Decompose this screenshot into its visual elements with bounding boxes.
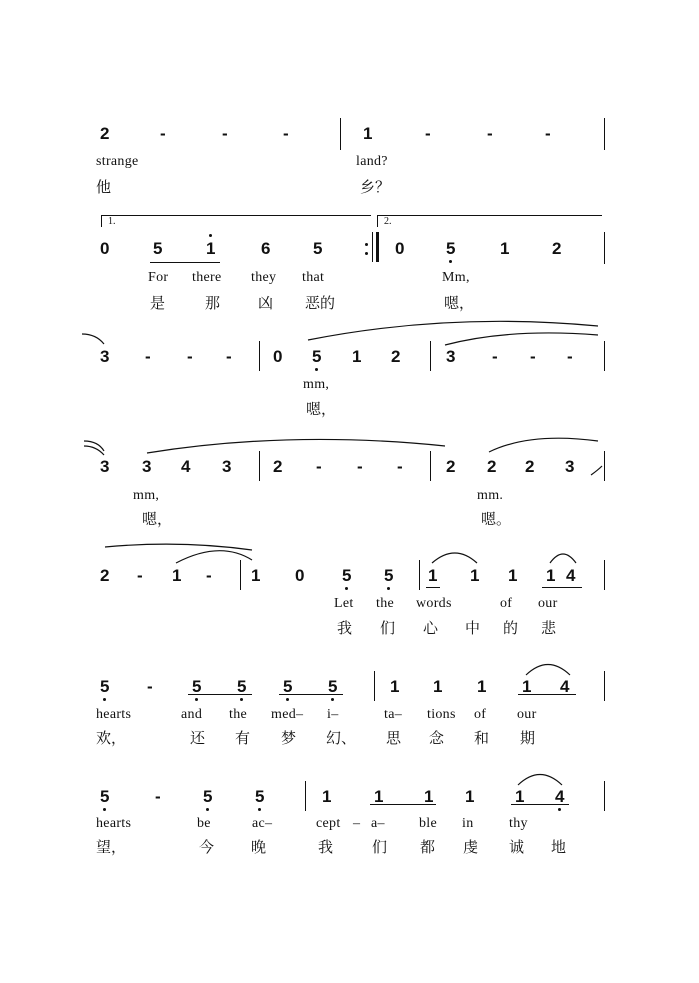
tie <box>591 466 602 475</box>
note: 0 <box>273 347 283 366</box>
slur <box>526 665 570 676</box>
slur <box>432 553 477 563</box>
note: 2 <box>552 239 562 258</box>
lyric-en: med– <box>271 707 304 722</box>
lyric-en: there <box>192 270 222 285</box>
note: 1 <box>363 124 373 143</box>
note: 4 <box>560 677 570 696</box>
note: 1 <box>172 566 182 585</box>
lyric-zh: 他 <box>96 178 112 196</box>
lyric-zh: 还 <box>190 729 206 747</box>
lyric-en: our <box>517 707 537 722</box>
note: 0 <box>100 239 110 258</box>
note: 5 <box>342 566 352 585</box>
lyric-zh: 欢， <box>96 729 127 747</box>
note: 2 <box>446 457 456 476</box>
note: 5 <box>255 787 265 806</box>
note: 1 <box>508 566 518 585</box>
slur <box>308 321 598 340</box>
note: 3 <box>100 347 110 366</box>
lyric-zh: 们 <box>372 838 388 856</box>
lyric-en: Mm, <box>442 270 470 285</box>
lyric-zh: 中 <box>465 619 481 637</box>
lyric-zh: 思 <box>386 729 402 747</box>
note: 5 <box>203 787 213 806</box>
lyric-en: ta– <box>384 707 403 722</box>
dash: - <box>530 347 536 366</box>
dash: - <box>487 124 493 143</box>
lyric-zh: 虔 <box>463 838 479 856</box>
lyric-zh: 凶 <box>258 294 274 312</box>
lyric-en: cept <box>316 816 341 831</box>
note: 1 <box>428 566 438 585</box>
note: 1 <box>522 677 532 696</box>
dash: - <box>492 347 498 366</box>
slur <box>105 544 252 550</box>
note: 3 <box>446 347 456 366</box>
lyric-en: that <box>302 270 325 285</box>
lyric-zh: 和 <box>474 729 490 747</box>
lyric-zh: 期 <box>520 729 536 747</box>
note: 1 <box>465 787 475 806</box>
lyric-en: be <box>197 816 211 831</box>
lyric-zh: 那 <box>205 294 221 312</box>
lyric-en: thy <box>509 816 528 831</box>
note: 5 <box>446 239 456 258</box>
lyric-en: strange <box>96 154 139 169</box>
note: 1 <box>424 787 434 806</box>
note: 1 <box>546 566 556 585</box>
lyric-zh: 晚 <box>251 838 267 856</box>
volta-1-label: 1. <box>108 216 116 227</box>
note: 2 <box>391 347 401 366</box>
lyric-zh: 嗯， <box>444 294 475 312</box>
dash: - <box>567 347 573 366</box>
lyric-zh: 们 <box>380 619 396 637</box>
lyric-en: land? <box>356 154 388 169</box>
dash: - <box>545 124 551 143</box>
note: 4 <box>555 787 565 806</box>
lyric-zh: 望， <box>96 838 127 856</box>
note: 2 <box>273 457 283 476</box>
dash: - <box>160 124 166 143</box>
note: 3 <box>222 457 232 476</box>
lyric-zh: 都 <box>420 838 436 856</box>
note: 5 <box>313 239 323 258</box>
lyric-en: of <box>500 596 513 611</box>
dash: - <box>425 124 431 143</box>
lyric-zh: 我 <box>318 838 334 856</box>
lyric-en: of <box>474 707 487 722</box>
lyric-en: mm. <box>477 488 504 503</box>
lyric-zh: 嗯。 <box>481 510 512 528</box>
slur <box>489 438 598 452</box>
note: 5 <box>328 677 338 696</box>
lyric-zh: 诚 <box>509 838 525 856</box>
slur <box>518 775 562 786</box>
lyric-en: – <box>353 816 361 831</box>
note: 1 <box>251 566 261 585</box>
dash: - <box>206 566 212 585</box>
lyric-en: the <box>229 707 248 722</box>
dash: - <box>187 347 193 366</box>
lyric-en: hearts <box>96 816 132 831</box>
note: 5 <box>153 239 163 258</box>
note: 2 <box>100 124 110 143</box>
lyric-en: mm, <box>133 488 160 503</box>
lyric-en: words <box>416 596 452 611</box>
note: 0 <box>295 566 305 585</box>
dash: - <box>226 347 232 366</box>
lyric-zh: 嗯， <box>142 510 173 528</box>
note: 1 <box>390 677 400 696</box>
lyric-en: hearts <box>96 707 132 722</box>
lyric-zh: 乡？ <box>360 178 391 196</box>
dash: - <box>283 124 289 143</box>
slur <box>445 333 598 345</box>
lyric-en: ac– <box>252 816 273 831</box>
lyric-en: in <box>462 816 474 831</box>
note: 3 <box>142 457 152 476</box>
note: 1 <box>322 787 332 806</box>
lyric-zh: 嗯， <box>306 400 337 418</box>
dash: - <box>137 566 143 585</box>
note: 1 <box>515 787 525 806</box>
lyric-zh: 幻、 <box>326 729 357 747</box>
note: 1 <box>352 347 362 366</box>
note: 3 <box>565 457 575 476</box>
note: 1 <box>433 677 443 696</box>
note: 2 <box>487 457 497 476</box>
dash: - <box>397 457 403 476</box>
note: 2 <box>100 566 110 585</box>
note: 5 <box>100 787 110 806</box>
lyric-zh: 恶的 <box>305 294 336 312</box>
note: 5 <box>100 677 110 696</box>
dash: - <box>316 457 322 476</box>
note: 1 <box>477 677 487 696</box>
dash: - <box>357 457 363 476</box>
lyric-en: ble <box>419 816 438 831</box>
lyric-zh: 念 <box>429 729 445 747</box>
lyric-zh: 悲 <box>541 619 557 637</box>
dash: - <box>222 124 228 143</box>
lyric-en: they <box>251 270 277 285</box>
note: 5 <box>384 566 394 585</box>
lyric-en: and <box>181 707 203 722</box>
note: 5 <box>283 677 293 696</box>
note: 1 <box>206 239 216 258</box>
note: 6 <box>261 239 271 258</box>
note: 5 <box>312 347 322 366</box>
note: 5 <box>237 677 247 696</box>
lyric-zh: 有 <box>235 729 251 747</box>
lyric-en: a– <box>371 816 385 831</box>
slur <box>147 439 445 453</box>
lyric-en: Let <box>334 596 354 611</box>
lyric-zh: 地 <box>551 838 567 856</box>
dash: - <box>155 787 161 806</box>
lyric-en: i– <box>327 707 339 722</box>
lyric-zh: 心 <box>423 619 439 637</box>
note: 2 <box>525 457 535 476</box>
lyric-en: our <box>538 596 558 611</box>
note: 1 <box>500 239 510 258</box>
lyric-zh: 我 <box>337 619 353 637</box>
note: 0 <box>395 239 405 258</box>
volta-2-label: 2. <box>384 216 392 227</box>
note: 5 <box>192 677 202 696</box>
lyric-en: mm, <box>303 377 330 392</box>
lyric-zh: 梦 <box>281 729 297 747</box>
lyric-en: For <box>148 270 169 285</box>
tie <box>82 334 104 344</box>
lyric-zh: 是 <box>150 294 166 312</box>
note: 4 <box>181 457 191 476</box>
note: 1 <box>470 566 480 585</box>
note: 1 <box>374 787 384 806</box>
note: 3 <box>100 457 110 476</box>
dash: - <box>145 347 151 366</box>
lyric-en: tions <box>427 707 456 722</box>
dash: - <box>147 677 153 696</box>
lyric-zh: 的 <box>503 619 519 637</box>
note: 4 <box>566 566 576 585</box>
lyric-en: the <box>376 596 395 611</box>
slur <box>550 554 576 563</box>
lyric-zh: 今 <box>199 838 215 856</box>
slur <box>176 551 252 563</box>
